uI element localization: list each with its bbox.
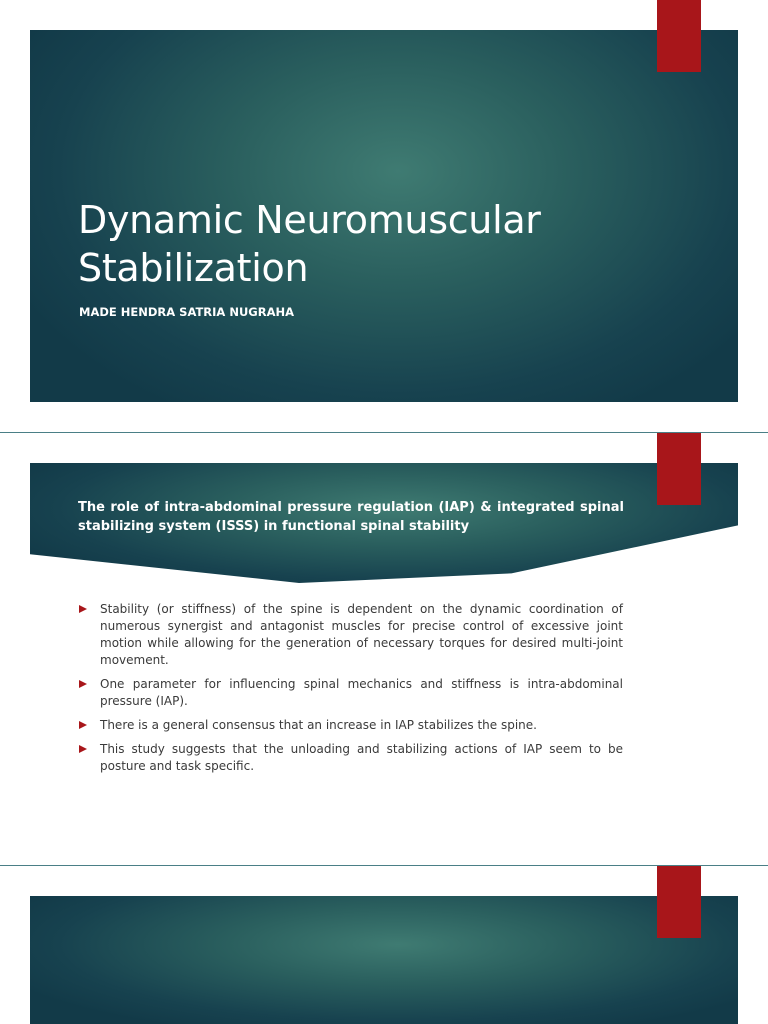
bullet-list bbox=[78, 601, 623, 782]
bullet-text: Stability (or stiffness) of the spine is dependent on the dynamic coordination of numerous synergist and antagonist muscles for precise control of excessive joint motion while allowing for the generation of necessary torques for desired multi-joint movement. bbox=[100, 602, 623, 667]
slide-author: MADE HENDRA SATRIA NUGRAHA bbox=[79, 305, 295, 319]
bullet-item bbox=[78, 601, 623, 669]
next-slide-background bbox=[30, 896, 738, 1024]
red-accent-tab bbox=[657, 866, 701, 938]
bullet-text: This study suggests that the unloading and stabilizing actions of IAP seem to be posture and task specific. bbox=[100, 742, 623, 773]
triangle-right-icon bbox=[79, 605, 87, 613]
red-accent-tab bbox=[657, 433, 701, 505]
triangle-right-icon bbox=[79, 680, 87, 688]
triangle-right-icon bbox=[79, 745, 87, 753]
bullet-item bbox=[78, 741, 623, 775]
triangle-right-icon bbox=[79, 721, 87, 729]
red-accent-tab bbox=[657, 0, 701, 72]
slide-heading: The role of intra-abdominal pressure regulation (IAP) & integrated spinal stabilizing system (ISSS) in functional spinal stability bbox=[78, 500, 624, 534]
bullet-text: One parameter for influencing spinal mechanics and stiffness is intra-abdominal pressure (IAP). bbox=[100, 677, 623, 708]
bullet-item bbox=[78, 676, 623, 710]
bullet-item bbox=[78, 717, 623, 734]
slide-title: Dynamic Neuromuscular Stabilization bbox=[78, 198, 541, 290]
page-divider bbox=[0, 432, 768, 433]
page-divider bbox=[0, 865, 768, 866]
bullet-text: There is a general consensus that an increase in IAP stabilizes the spine. bbox=[100, 718, 537, 732]
